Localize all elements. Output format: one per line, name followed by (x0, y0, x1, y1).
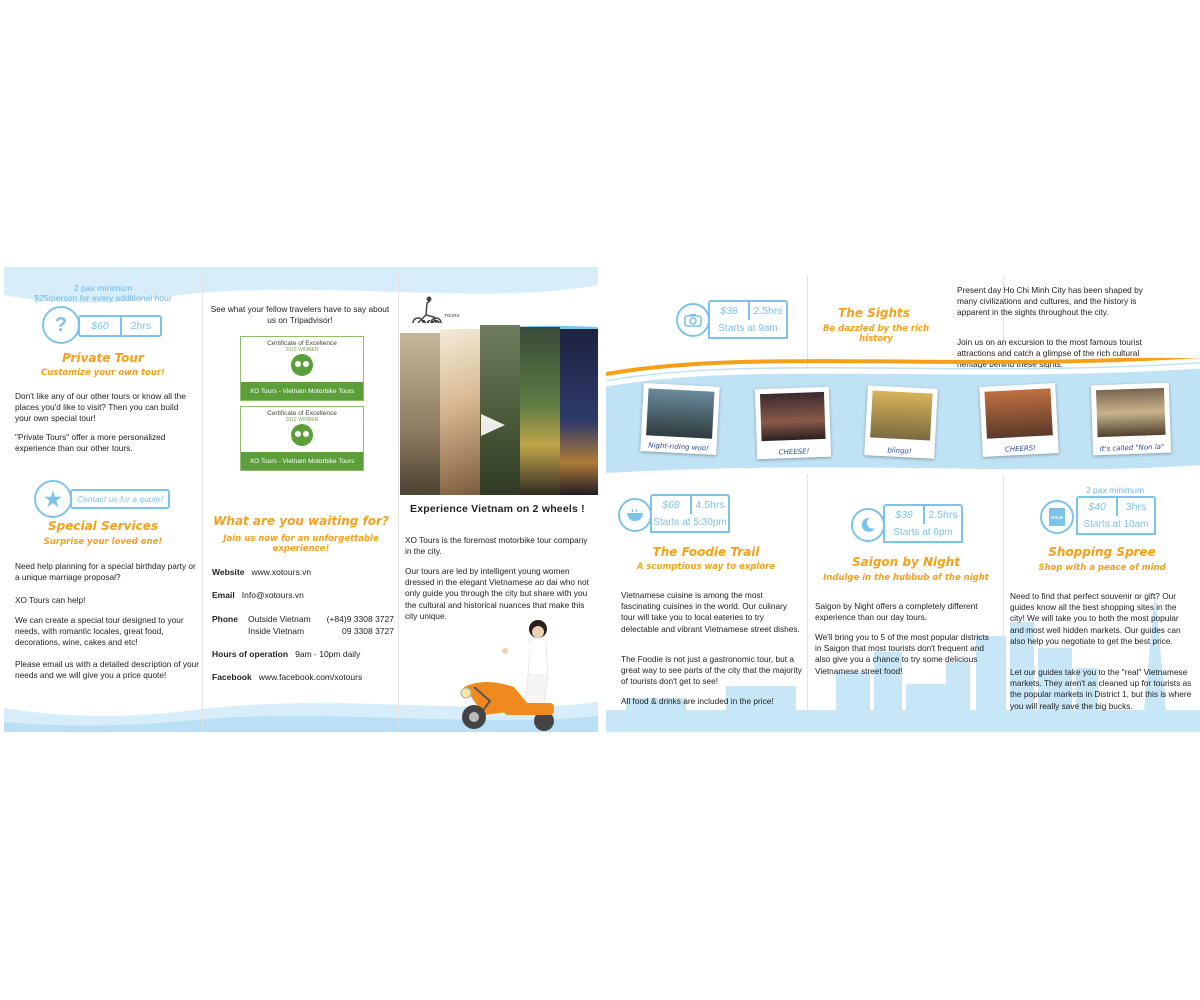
price-label: $38 (710, 302, 750, 320)
special-services-paragraph: Need help planning for a special birthday party or a unique marriage proposal? (15, 561, 196, 583)
sale-tag-icon (1040, 500, 1074, 534)
cover-photo-food (440, 329, 480, 496)
photo-caption: blingo! (887, 446, 912, 456)
shopping-pax-minimum: 2 pax minimum (1085, 485, 1145, 495)
xo-logo-tours-text: TOURS (444, 313, 460, 318)
foodie-paragraph: Vietnamese cuisine is among the most fascinating cuisines in the world. Our culinary tour will take you to local eateries to try delectable and vibrant Vietnamese street dishes. (621, 590, 800, 634)
cover-photo-night-lights (520, 327, 560, 496)
photo-polaroid (640, 383, 719, 455)
skyline-base (606, 710, 1200, 732)
night-start-time: Starts at 6pm (883, 524, 963, 543)
private-tour-paragraph: "Private Tours" offer a more personalized experience than our other tours. (15, 432, 166, 454)
shopping-paragraph: Let our guides take you to the "real" Vietnamese markets. They aren't as cleaned up for tourists as the popular markets in District 1, but this is where you will really save the big bucks. (1010, 667, 1192, 711)
photo-polaroid (1091, 383, 1171, 456)
guide-on-motorbike-image (444, 617, 574, 732)
cta-title: What are you waiting for? (213, 514, 389, 528)
contact-facebook (212, 672, 362, 683)
hours-value: 9am - 10pm daily (295, 649, 361, 659)
shopping-title: Shopping Spree (1048, 545, 1156, 559)
private-tour-paragraph: Don't like any of our other tours or know all the places you'd like to visit? Then you can build your own special tour! (15, 391, 186, 424)
private-tour-title: Private Tour (62, 351, 144, 365)
bowl-glyph (626, 508, 644, 522)
sights-subtitle: Be dazzled by the rich history (822, 324, 930, 344)
email-label: Email (212, 590, 235, 600)
contact-phone-outside (248, 614, 394, 625)
photo-polaroid (755, 387, 831, 460)
hours-label: Hours of operation (212, 649, 289, 659)
skyline-building (726, 686, 796, 732)
tripadvisor-owl-icon (291, 354, 313, 376)
cover-photo-skyline (560, 329, 598, 496)
star-icon: ★ (34, 480, 72, 518)
certificate-year: 2013 WINNER (285, 347, 319, 353)
phone-inside-label: Inside Vietnam (248, 626, 305, 636)
shopping-paragraph: Need to find that perfect souvenir or gift? Our guides know all the best shopping sites in the city! We will take you to both the most popular and most well hidden markets. Our guides can also help you negotiate to get the best price. (1010, 591, 1181, 646)
special-services-paragraph: XO Tours can help! (15, 595, 86, 605)
cover-photo-city-hall (400, 333, 440, 496)
question-icon: ? (42, 306, 80, 344)
photo-caption: CHEESE! (778, 447, 810, 457)
cover-paragraph: XO Tours is the foremost motorbike tour company in the city. (405, 535, 588, 557)
contact-hours (212, 649, 360, 660)
duration-label: 2hrs (130, 320, 152, 332)
camera-icon (676, 303, 710, 337)
night-title: Saigon by Night (851, 555, 961, 569)
tripadvisor-owl-icon (291, 424, 313, 446)
brochure-outside-panels (4, 267, 598, 732)
photo-polaroid (979, 383, 1059, 457)
foodie-title: The Foodie Trail (652, 545, 760, 559)
sights-title: The Sights (838, 306, 910, 320)
website-label: Website (212, 567, 245, 577)
skyline-building (836, 672, 870, 732)
shopping-price-badge (1076, 496, 1156, 518)
private-tour-subtitle: Customize your own tour! (40, 368, 165, 378)
contact-phone-label (212, 614, 238, 625)
tripadvisor-intro: See what your fellow travelers have to say about us on Tripadvisor! (210, 304, 390, 326)
bowl-icon (618, 498, 652, 532)
night-subtitle: Indulge in the hubbub of the night (823, 573, 989, 583)
duration-label: 4.5hrs (695, 499, 725, 511)
foodie-price-badge (650, 494, 730, 516)
play-arrow-icon (479, 412, 507, 438)
photo-caption: CHEERS! (1004, 444, 1037, 454)
price-label: $68 (652, 496, 692, 514)
guide-on-motorbike-illustration (444, 617, 574, 732)
duration-label: 3hrs (1125, 501, 1147, 513)
moon-icon (851, 508, 885, 542)
shopping-start-time: Starts at 10am (1076, 516, 1156, 535)
foodie-paragraph: All food & drinks are included in the price! (621, 696, 774, 706)
sights-paragraph: Join us on an excursion to the most famous tourist attractions and catch a glimpse of the rich cultural heritage behind these sights. (957, 337, 1142, 370)
phone-outside-number: (+84)9 3308 3727 (326, 614, 394, 624)
foodie-subtitle: A scumptious way to explore (636, 562, 776, 572)
private-tour-pax-minimum: 2 pax minimum (73, 283, 133, 293)
certificate-title: Certificate of Excellence (267, 340, 337, 347)
cta-subtitle: Join us now for an unforgettable experience! (223, 534, 379, 554)
photo-image (1096, 388, 1166, 437)
photo-caption: It's called "Non la" (1099, 442, 1165, 454)
facebook-link[interactable]: www.facebook.com/xotours (258, 672, 363, 682)
camera-glyph (684, 313, 702, 327)
night-price-badge (883, 504, 963, 526)
certificate-title: Certificate of Excellence (267, 410, 337, 417)
photo-image (870, 390, 932, 440)
foodie-start-time: Starts at 5:30pm (650, 514, 730, 533)
sale-tag-text: SALE (1049, 508, 1065, 526)
contact-email (212, 590, 304, 601)
private-tour-extra-rate: $25/person for every additional hour (34, 293, 172, 303)
photo-image (760, 392, 826, 441)
foodie-paragraph: The Foodie is not just a gastronomic tour, but a great way to see parts of the city that the majority of tourists don't get to see! (621, 654, 802, 687)
duration-label: 2.5hrs (928, 509, 958, 521)
photo-image (984, 388, 1052, 438)
facebook-label: Facebook (212, 672, 252, 682)
skyline-building (906, 684, 946, 732)
certificate-of-excellence-2012 (240, 406, 364, 471)
fold-line (202, 273, 203, 726)
phone-inside-number: 09 3308 3727 (342, 626, 394, 636)
website-link[interactable]: www.xotours.vn (251, 567, 312, 577)
cover-headline: Experience Vietnam on 2 wheels ! (410, 503, 585, 515)
phone-label: Phone (212, 614, 238, 624)
photo-image (646, 388, 714, 438)
email-link[interactable]: Info@xotours.vn (241, 590, 304, 600)
photo-polaroid (864, 385, 938, 459)
cover-photo-river (480, 325, 520, 496)
phone-outside-label: Outside Vietnam (248, 614, 311, 624)
photo-caption: Night-riding woo! (647, 441, 710, 453)
sights-paragraph: Present day Ho Chi Minh City has been shaped by many civilizations and cultures, and the history is apparent in the sights throughout the city. (957, 285, 1143, 318)
sights-start-time: Starts at 9am (708, 320, 788, 339)
fold-line (398, 273, 399, 726)
price-label: $40 (1078, 498, 1118, 516)
night-paragraph: We'll bring you to 5 of the most popular districts in Saigon that most tourists don't frequent and also give you a chance to try some delicious Vietnamese street food! (815, 632, 989, 676)
cover-paragraph: Our tours are led by intelligent young women dressed in the elegant Vietnamese ao dai who not only guide you through the city but share with you the cultural and historical nuances that make this city unique. (405, 566, 589, 621)
special-services-paragraph: Please email us with a detailed description of your needs and we will give you a price quote! (15, 659, 200, 681)
sights-price-badge (708, 300, 788, 322)
private-tour-price-badge (78, 315, 162, 337)
special-services-paragraph: We can create a special tour designed to your needs, with romantic locales, great food, decorations, wine, cakes and etc! (15, 615, 184, 648)
price-label: $38 (885, 506, 925, 524)
special-services-subtitle: Surprise your loved one! (43, 537, 163, 547)
moon-glyph (859, 516, 877, 534)
certificate-of-excellence-2013 (240, 336, 364, 401)
certificate-ribbon: XO Tours - Vietnam Motorbike Tours (241, 452, 363, 470)
shopping-subtitle: Shop with a peace of mind (1038, 563, 1166, 573)
contact-phone-inside (248, 626, 394, 637)
night-paragraph: Saigon by Night offers a completely different experience than our day tours. (815, 601, 978, 623)
brochure-inside-panels (606, 270, 1200, 732)
contact-quote-label: Contact us for a quote! (70, 489, 170, 509)
certificate-ribbon: XO Tours - Vietnam Motorbike Tours (241, 382, 363, 400)
duration-label: 2.5hrs (753, 305, 783, 317)
contact-website (212, 567, 311, 578)
certificate-year: 2012 WINNER (285, 417, 319, 423)
special-services-title: Special Services (47, 519, 158, 533)
price-label: $60 (80, 317, 122, 335)
